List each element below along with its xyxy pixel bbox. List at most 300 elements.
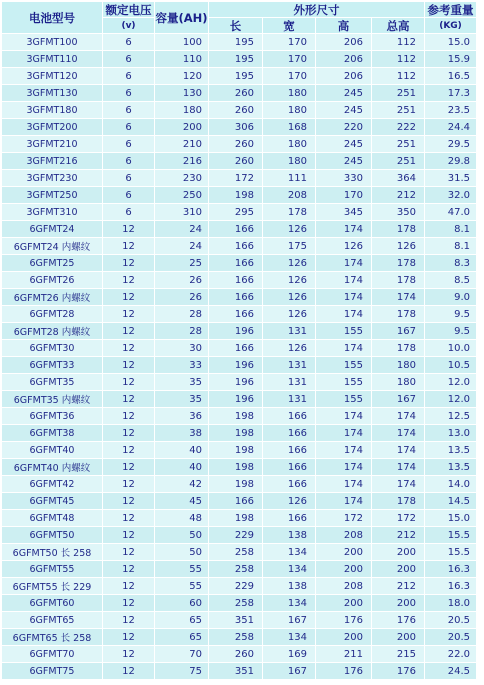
cell-capacity: 55 <box>155 578 209 595</box>
cell-height: 245 <box>316 102 372 119</box>
cell-capacity: 30 <box>155 340 209 357</box>
cell-height: 174 <box>316 459 372 476</box>
cell-weight: 16.3 <box>425 578 477 595</box>
cell-capacity: 36 <box>155 408 209 425</box>
cell-total-height: 174 <box>372 289 425 306</box>
cell-width: 126 <box>263 272 316 289</box>
cell-total-height: 180 <box>372 357 425 374</box>
cell-weight: 9.5 <box>425 323 477 340</box>
cell-width: 180 <box>263 85 316 102</box>
cell-height: 126 <box>316 238 372 255</box>
table-row <box>2 323 477 340</box>
cell-height: 206 <box>316 34 372 51</box>
cell-model: 3GFMT130 <box>2 85 103 102</box>
table-row <box>2 425 477 442</box>
table-row <box>2 442 477 459</box>
cell-height: 206 <box>316 68 372 85</box>
cell-height: 172 <box>316 510 372 527</box>
cell-weight: 8.1 <box>425 221 477 238</box>
cell-width: 166 <box>263 442 316 459</box>
cell-total-height: 212 <box>372 578 425 595</box>
cell-voltage: 12 <box>103 272 155 289</box>
cell-height: 174 <box>316 272 372 289</box>
table-row <box>2 476 477 493</box>
cell-height: 208 <box>316 578 372 595</box>
cell-width: 166 <box>263 408 316 425</box>
cell-length: 196 <box>209 357 263 374</box>
cell-weight: 15.0 <box>425 34 477 51</box>
cell-height: 174 <box>316 442 372 459</box>
cell-model: 6GFMT70 <box>2 646 103 663</box>
table-row <box>2 238 477 255</box>
table-row <box>2 561 477 578</box>
cell-weight: 14.0 <box>425 476 477 493</box>
cell-capacity: 216 <box>155 153 209 170</box>
cell-total-height: 212 <box>372 187 425 204</box>
table-header <box>2 2 477 34</box>
cell-model: 6GFMT42 <box>2 476 103 493</box>
table-row <box>2 459 477 476</box>
cell-voltage: 12 <box>103 391 155 408</box>
cell-height: 200 <box>316 561 372 578</box>
cell-voltage: 6 <box>103 187 155 204</box>
cell-total-height: 180 <box>372 374 425 391</box>
cell-width: 180 <box>263 153 316 170</box>
cell-length: 229 <box>209 578 263 595</box>
cell-capacity: 180 <box>155 102 209 119</box>
cell-width: 131 <box>263 357 316 374</box>
cell-capacity: 60 <box>155 595 209 612</box>
cell-voltage: 6 <box>103 170 155 187</box>
cell-height: 174 <box>316 493 372 510</box>
cell-voltage: 12 <box>103 459 155 476</box>
cell-length: 295 <box>209 204 263 221</box>
cell-model: 6GFMT40 内螺纹 <box>2 459 103 476</box>
cell-width: 166 <box>263 510 316 527</box>
cell-height: 155 <box>316 374 372 391</box>
cell-length: 198 <box>209 425 263 442</box>
table-row <box>2 51 477 68</box>
cell-weight: 9.0 <box>425 289 477 306</box>
cell-height: 200 <box>316 629 372 646</box>
table-row <box>2 527 477 544</box>
cell-weight: 31.5 <box>425 170 477 187</box>
cell-total-height: 174 <box>372 408 425 425</box>
cell-height: 245 <box>316 136 372 153</box>
cell-voltage: 12 <box>103 663 155 680</box>
table-row <box>2 629 477 646</box>
cell-weight: 32.0 <box>425 187 477 204</box>
cell-weight: 12.0 <box>425 391 477 408</box>
cell-height: 155 <box>316 357 372 374</box>
cell-total-height: 178 <box>372 272 425 289</box>
battery-spec-table <box>1 1 477 680</box>
table-row <box>2 340 477 357</box>
cell-capacity: 42 <box>155 476 209 493</box>
cell-model: 6GFMT35 <box>2 374 103 391</box>
header-weight-unit: (KG) <box>425 18 477 34</box>
cell-model: 3GFMT180 <box>2 102 103 119</box>
table-row <box>2 408 477 425</box>
table-row <box>2 119 477 136</box>
cell-length: 195 <box>209 68 263 85</box>
cell-model: 6GFMT26 内螺纹 <box>2 289 103 306</box>
cell-height: 208 <box>316 527 372 544</box>
cell-weight: 20.5 <box>425 612 477 629</box>
cell-total-height: 251 <box>372 136 425 153</box>
cell-width: 180 <box>263 136 316 153</box>
cell-capacity: 100 <box>155 34 209 51</box>
cell-height: 174 <box>316 289 372 306</box>
cell-capacity: 210 <box>155 136 209 153</box>
cell-width: 126 <box>263 289 316 306</box>
cell-capacity: 50 <box>155 527 209 544</box>
cell-width: 111 <box>263 170 316 187</box>
cell-total-height: 176 <box>372 612 425 629</box>
cell-width: 134 <box>263 544 316 561</box>
cell-voltage: 6 <box>103 85 155 102</box>
cell-length: 258 <box>209 629 263 646</box>
cell-height: 174 <box>316 306 372 323</box>
cell-weight: 8.3 <box>425 255 477 272</box>
cell-model: 6GFMT55 长 229 <box>2 578 103 595</box>
cell-length: 198 <box>209 459 263 476</box>
cell-model: 6GFMT65 <box>2 612 103 629</box>
cell-model: 6GFMT65 长 258 <box>2 629 103 646</box>
cell-width: 131 <box>263 323 316 340</box>
cell-total-height: 126 <box>372 238 425 255</box>
cell-voltage: 12 <box>103 629 155 646</box>
cell-total-height: 112 <box>372 68 425 85</box>
cell-total-height: 174 <box>372 459 425 476</box>
cell-capacity: 65 <box>155 629 209 646</box>
cell-capacity: 48 <box>155 510 209 527</box>
table-row <box>2 68 477 85</box>
cell-total-height: 212 <box>372 527 425 544</box>
cell-total-height: 178 <box>372 493 425 510</box>
cell-model: 6GFMT60 <box>2 595 103 612</box>
cell-voltage: 12 <box>103 221 155 238</box>
table-row <box>2 272 477 289</box>
cell-capacity: 130 <box>155 85 209 102</box>
cell-length: 166 <box>209 221 263 238</box>
cell-model: 6GFMT26 <box>2 272 103 289</box>
cell-weight: 13.5 <box>425 442 477 459</box>
cell-model: 6GFMT36 <box>2 408 103 425</box>
cell-height: 155 <box>316 391 372 408</box>
table-row <box>2 578 477 595</box>
cell-weight: 24.5 <box>425 663 477 680</box>
cell-weight: 15.0 <box>425 510 477 527</box>
cell-length: 198 <box>209 187 263 204</box>
cell-width: 178 <box>263 204 316 221</box>
cell-voltage: 6 <box>103 51 155 68</box>
cell-width: 170 <box>263 51 316 68</box>
cell-weight: 15.5 <box>425 544 477 561</box>
cell-length: 258 <box>209 561 263 578</box>
cell-capacity: 50 <box>155 544 209 561</box>
cell-height: 174 <box>316 340 372 357</box>
cell-model: 3GFMT110 <box>2 51 103 68</box>
cell-capacity: 38 <box>155 425 209 442</box>
cell-width: 169 <box>263 646 316 663</box>
cell-total-height: 251 <box>372 102 425 119</box>
cell-total-height: 174 <box>372 476 425 493</box>
cell-total-height: 176 <box>372 663 425 680</box>
cell-width: 138 <box>263 578 316 595</box>
cell-width: 126 <box>263 255 316 272</box>
cell-length: 172 <box>209 170 263 187</box>
cell-length: 306 <box>209 119 263 136</box>
cell-length: 166 <box>209 340 263 357</box>
table-row <box>2 170 477 187</box>
cell-length: 166 <box>209 272 263 289</box>
cell-model: 6GFMT28 内螺纹 <box>2 323 103 340</box>
cell-height: 174 <box>316 408 372 425</box>
cell-total-height: 251 <box>372 85 425 102</box>
cell-length: 166 <box>209 255 263 272</box>
cell-capacity: 75 <box>155 663 209 680</box>
header-voltage-unit: (v) <box>103 18 155 34</box>
cell-voltage: 12 <box>103 442 155 459</box>
header-height: 高 <box>316 18 372 34</box>
table-row <box>2 646 477 663</box>
cell-width: 138 <box>263 527 316 544</box>
cell-total-height: 222 <box>372 119 425 136</box>
cell-total-height: 364 <box>372 170 425 187</box>
table-row <box>2 255 477 272</box>
cell-width: 131 <box>263 391 316 408</box>
cell-length: 166 <box>209 306 263 323</box>
cell-capacity: 25 <box>155 255 209 272</box>
cell-capacity: 26 <box>155 289 209 306</box>
cell-width: 175 <box>263 238 316 255</box>
cell-model: 6GFMT50 <box>2 527 103 544</box>
cell-length: 258 <box>209 595 263 612</box>
cell-weight: 13.0 <box>425 425 477 442</box>
cell-length: 260 <box>209 85 263 102</box>
cell-total-height: 174 <box>372 442 425 459</box>
table-row <box>2 306 477 323</box>
cell-length: 258 <box>209 544 263 561</box>
cell-voltage: 12 <box>103 408 155 425</box>
cell-weight: 15.5 <box>425 527 477 544</box>
cell-weight: 15.9 <box>425 51 477 68</box>
cell-width: 208 <box>263 187 316 204</box>
cell-weight: 10.0 <box>425 340 477 357</box>
cell-voltage: 6 <box>103 68 155 85</box>
cell-capacity: 35 <box>155 374 209 391</box>
cell-height: 155 <box>316 323 372 340</box>
cell-voltage: 12 <box>103 476 155 493</box>
cell-height: 200 <box>316 595 372 612</box>
table-row <box>2 595 477 612</box>
table-row <box>2 221 477 238</box>
cell-height: 200 <box>316 544 372 561</box>
header-model: 电池型号 <box>2 2 103 34</box>
cell-height: 206 <box>316 51 372 68</box>
cell-length: 198 <box>209 476 263 493</box>
table-row <box>2 510 477 527</box>
cell-capacity: 110 <box>155 51 209 68</box>
cell-length: 196 <box>209 391 263 408</box>
table-body <box>2 34 477 680</box>
cell-total-height: 350 <box>372 204 425 221</box>
cell-height: 174 <box>316 425 372 442</box>
cell-capacity: 40 <box>155 459 209 476</box>
cell-weight: 29.5 <box>425 136 477 153</box>
table-row <box>2 493 477 510</box>
table-row <box>2 187 477 204</box>
cell-model: 3GFMT120 <box>2 68 103 85</box>
cell-total-height: 200 <box>372 561 425 578</box>
cell-weight: 16.5 <box>425 68 477 85</box>
cell-length: 260 <box>209 136 263 153</box>
cell-height: 245 <box>316 153 372 170</box>
cell-weight: 16.3 <box>425 561 477 578</box>
table-row <box>2 374 477 391</box>
table-row <box>2 612 477 629</box>
cell-voltage: 12 <box>103 374 155 391</box>
cell-model: 3GFMT250 <box>2 187 103 204</box>
cell-weight: 18.0 <box>425 595 477 612</box>
cell-height: 345 <box>316 204 372 221</box>
cell-weight: 14.5 <box>425 493 477 510</box>
cell-total-height: 251 <box>372 153 425 170</box>
cell-length: 195 <box>209 51 263 68</box>
cell-width: 170 <box>263 68 316 85</box>
cell-total-height: 200 <box>372 629 425 646</box>
cell-length: 260 <box>209 102 263 119</box>
cell-total-height: 200 <box>372 595 425 612</box>
cell-voltage: 12 <box>103 425 155 442</box>
cell-total-height: 174 <box>372 425 425 442</box>
header-width: 宽 <box>263 18 316 34</box>
cell-voltage: 12 <box>103 238 155 255</box>
table-row <box>2 34 477 51</box>
cell-width: 170 <box>263 34 316 51</box>
cell-width: 134 <box>263 629 316 646</box>
cell-weight: 23.5 <box>425 102 477 119</box>
cell-voltage: 12 <box>103 323 155 340</box>
cell-height: 330 <box>316 170 372 187</box>
cell-model: 3GFMT216 <box>2 153 103 170</box>
cell-model: 3GFMT230 <box>2 170 103 187</box>
cell-capacity: 70 <box>155 646 209 663</box>
header-capacity: 容量(AH) <box>155 2 209 34</box>
cell-length: 166 <box>209 289 263 306</box>
cell-model: 6GFMT45 <box>2 493 103 510</box>
table-row <box>2 544 477 561</box>
cell-capacity: 33 <box>155 357 209 374</box>
table-row <box>2 391 477 408</box>
cell-model: 6GFMT28 <box>2 306 103 323</box>
cell-model: 3GFMT200 <box>2 119 103 136</box>
cell-voltage: 12 <box>103 527 155 544</box>
cell-height: 211 <box>316 646 372 663</box>
cell-total-height: 167 <box>372 323 425 340</box>
cell-voltage: 12 <box>103 255 155 272</box>
cell-capacity: 28 <box>155 323 209 340</box>
cell-weight: 12.5 <box>425 408 477 425</box>
cell-total-height: 178 <box>372 340 425 357</box>
cell-height: 174 <box>316 221 372 238</box>
header-dimensions: 外形尺寸 <box>209 2 425 18</box>
cell-total-height: 172 <box>372 510 425 527</box>
cell-total-height: 178 <box>372 255 425 272</box>
cell-voltage: 12 <box>103 340 155 357</box>
cell-width: 134 <box>263 595 316 612</box>
cell-total-height: 112 <box>372 34 425 51</box>
cell-model: 6GFMT55 <box>2 561 103 578</box>
cell-width: 126 <box>263 340 316 357</box>
cell-width: 180 <box>263 102 316 119</box>
table-row <box>2 136 477 153</box>
cell-model: 6GFMT33 <box>2 357 103 374</box>
cell-length: 166 <box>209 238 263 255</box>
cell-voltage: 12 <box>103 510 155 527</box>
cell-voltage: 12 <box>103 561 155 578</box>
cell-length: 351 <box>209 663 263 680</box>
cell-model: 6GFMT25 <box>2 255 103 272</box>
cell-model: 6GFMT48 <box>2 510 103 527</box>
cell-weight: 12.0 <box>425 374 477 391</box>
cell-voltage: 6 <box>103 119 155 136</box>
cell-length: 196 <box>209 323 263 340</box>
cell-voltage: 12 <box>103 612 155 629</box>
cell-length: 198 <box>209 408 263 425</box>
cell-width: 167 <box>263 663 316 680</box>
cell-capacity: 55 <box>155 561 209 578</box>
cell-width: 166 <box>263 476 316 493</box>
cell-capacity: 35 <box>155 391 209 408</box>
cell-width: 134 <box>263 561 316 578</box>
cell-height: 174 <box>316 476 372 493</box>
cell-capacity: 200 <box>155 119 209 136</box>
cell-height: 170 <box>316 187 372 204</box>
cell-voltage: 6 <box>103 102 155 119</box>
cell-model: 6GFMT24 内螺纹 <box>2 238 103 255</box>
cell-weight: 10.5 <box>425 357 477 374</box>
cell-model: 6GFMT75 <box>2 663 103 680</box>
cell-height: 174 <box>316 255 372 272</box>
cell-length: 195 <box>209 34 263 51</box>
header-total-height: 总高 <box>372 18 425 34</box>
cell-voltage: 6 <box>103 136 155 153</box>
cell-capacity: 45 <box>155 493 209 510</box>
cell-weight: 9.5 <box>425 306 477 323</box>
cell-voltage: 12 <box>103 493 155 510</box>
cell-length: 260 <box>209 646 263 663</box>
cell-length: 196 <box>209 374 263 391</box>
cell-voltage: 12 <box>103 578 155 595</box>
table-row <box>2 102 477 119</box>
header-voltage: 额定电压 <box>103 2 155 18</box>
cell-weight: 8.5 <box>425 272 477 289</box>
cell-width: 166 <box>263 459 316 476</box>
cell-length: 198 <box>209 510 263 527</box>
cell-length: 198 <box>209 442 263 459</box>
cell-height: 220 <box>316 119 372 136</box>
cell-voltage: 6 <box>103 204 155 221</box>
cell-capacity: 230 <box>155 170 209 187</box>
cell-model: 6GFMT24 <box>2 221 103 238</box>
cell-model: 3GFMT210 <box>2 136 103 153</box>
cell-length: 260 <box>209 153 263 170</box>
cell-height: 176 <box>316 663 372 680</box>
table-row <box>2 85 477 102</box>
cell-length: 229 <box>209 527 263 544</box>
